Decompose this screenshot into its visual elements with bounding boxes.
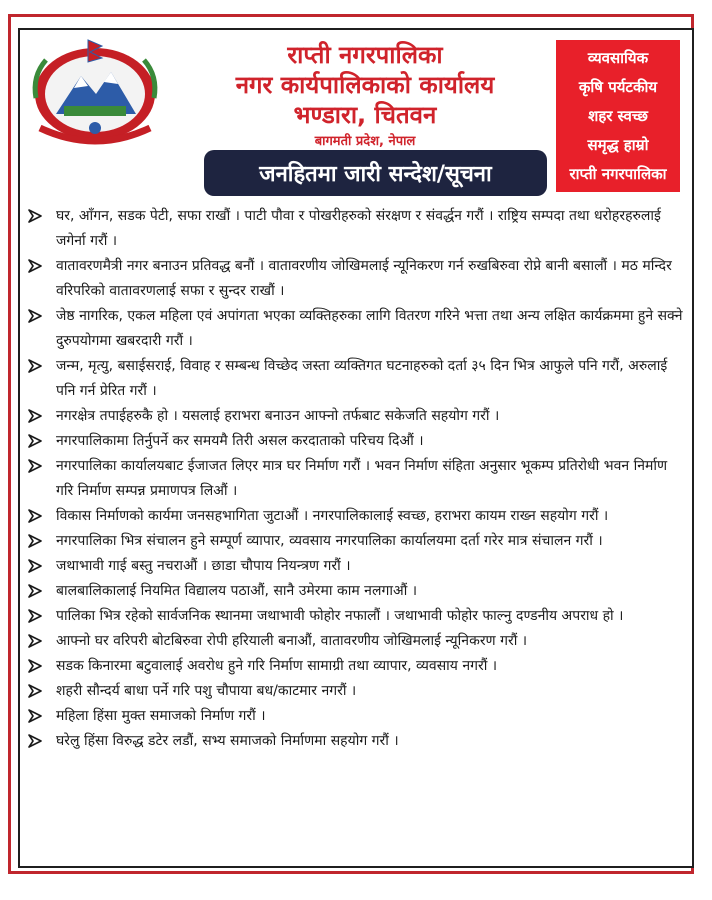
- arrow-bullet-icon: [28, 559, 42, 573]
- slogan-line: व्यवसायिक: [587, 49, 649, 67]
- notice-item-text: बालबालिकालाई नियमित विद्यालय पठाऔं, सानै उमेरमा काम नलगाऔं ।: [56, 583, 418, 599]
- arrow-bullet-icon: [28, 259, 42, 273]
- notice-item-text: आफ्नो घर वरिपरी बोटबिरुवा रोपी हरियाली बनाऔं, वातावरणीय जोखिमलाई न्यूनिकरण गरौं ।: [56, 633, 528, 649]
- notice-item: [22, 604, 686, 629]
- notice-item: [22, 404, 686, 429]
- notice-item-text: नगरपालिका कार्यालयबाट ईजाजत लिएर मात्र घर निर्माण गरौं । भवन निर्माण संहिता अनुसार भूकम्प प्रतिरोधी भवन निर्माण गरि निर्माण सम्पन्न प्रमाणपत्र लिऔं ।: [56, 458, 668, 499]
- municipality-name: राप्ती नगरपालिका: [287, 41, 443, 69]
- notice-item-text: नगरपालिका भित्र संचालन हुने सम्पूर्ण व्यापार, व्यवसाय नगरपालिका कार्यालयमा दर्ता गरेर मात्र संचालन गरौं ।: [56, 533, 603, 549]
- arrow-bullet-icon: [28, 459, 42, 473]
- notice-item: [22, 529, 686, 554]
- notice-item: [22, 454, 686, 504]
- slogan-line: शहर स्वच्छ: [588, 107, 648, 125]
- province-name: बागमती प्रदेश, नेपाल: [314, 134, 416, 149]
- notice-item: [22, 554, 686, 579]
- office-name: नगर कार्यपालिकाको कार्यालय: [235, 71, 495, 99]
- arrow-bullet-icon: [28, 609, 42, 623]
- notice-item-text: घर, आँगन, सडक पेटी, सफा राखौं । पाटी पौवा र पोखरीहरुको संरक्षण र संवर्द्धन गरौं । राष्ट्रिय सम्पदा तथा धरोहरहरुलाई जगेर्ना गरौं ।: [56, 208, 661, 249]
- notice-item-text: जथाभावी गाई बस्तु नचराऔं । छाडा चौपाय नियन्त्रण गरौं ।: [56, 558, 351, 574]
- notice-item: [22, 629, 686, 654]
- notice-item: [22, 579, 686, 604]
- office-location: भण्डारा, चितवन: [293, 101, 437, 129]
- notice-item-text: शहरी सौन्दर्य बाधा पर्ने गरि पशु चौपाया बध/काटमार नगरौं ।: [56, 683, 357, 699]
- arrow-bullet-icon: [28, 409, 42, 423]
- arrow-bullet-icon: [28, 209, 42, 223]
- office-header: [200, 40, 530, 152]
- notice-item: [22, 204, 686, 254]
- notice-item: [22, 354, 686, 404]
- nepal-emblem-logo: [26, 36, 164, 148]
- notice-item-text: नगरक्षेत्र तपाईहरुकै हो । यसलाई हराभरा बनाउन आफ्नो तर्फबाट सकेजति सहयोग गरौं ।: [56, 408, 500, 424]
- arrow-bullet-icon: [28, 659, 42, 673]
- notice-item: [22, 654, 686, 679]
- notice-item: [22, 729, 686, 754]
- notice-item-text: घरेलु हिंसा विरुद्ध डटेर लडौं, सभ्य समाजको निर्माणमा सहयोग गरौं ।: [56, 733, 399, 749]
- notice-item-text: सडक किनारमा बटुवालाई अवरोध हुने गरि निर्माण सामाग्री तथा व्यापार, व्यवसाय नगरौं ।: [56, 658, 498, 674]
- notice-title-banner: जनहितमा जारी सन्देश/सूचना: [204, 150, 547, 196]
- arrow-bullet-icon: [28, 684, 42, 698]
- notice-item-text: जन्म, मृत्यु, बसाईसराई, विवाह र सम्बन्ध विच्छेद जस्ता व्यक्तिगत घटनाहरुको दर्ता ३५ दिन भित्र आफुले पनि गरौं, अरुलाई पनि गर्न प्रेरित गरौं ।: [56, 358, 668, 399]
- slogan-line: समृद्ध हाम्रो: [587, 136, 649, 154]
- notice-item: [22, 679, 686, 704]
- arrow-bullet-icon: [28, 434, 42, 448]
- notice-item-text: विकास निर्माणको कार्यमा जनसहभागिता जुटाऔं । नगरपालिकालाई स्वच्छ, हराभरा कायम राख्न सहयोग गरौं ।: [56, 508, 609, 524]
- slogan-line: कृषि पर्यटकीय: [578, 78, 658, 96]
- arrow-bullet-icon: [28, 534, 42, 548]
- arrow-bullet-icon: [28, 509, 42, 523]
- notice-item: [22, 254, 686, 304]
- notice-list: [22, 204, 686, 754]
- slogan-box: [556, 40, 680, 192]
- arrow-bullet-icon: [28, 309, 42, 323]
- notice-item: [22, 304, 686, 354]
- notice-item: [22, 429, 686, 454]
- slogan-line: राप्ती नगरपालिका: [569, 165, 667, 183]
- arrow-bullet-icon: [28, 359, 42, 373]
- arrow-bullet-icon: [28, 734, 42, 748]
- arrow-bullet-icon: [28, 709, 42, 723]
- notice-item-text: वातावरणमैत्री नगर बनाउन प्रतिवद्ध बनौं । वातावरणीय जोखिमलाई न्यूनिकरण गर्न रुखबिरुवा रोप्ने बानी बसालौं । मठ मन्दिर वरिपरिको वातावरणलाई सफा र सुन्दर राखौं ।: [56, 258, 672, 299]
- notice-item-text: महिला हिंसा मुक्त समाजको निर्माण गरौं ।: [56, 708, 266, 724]
- notice-item-text: पालिका भित्र रहेको सार्वजनिक स्थानमा जथाभावी फोहोर नफालौं । जथाभावी फोहोर फाल्नु दण्डनीय अपराध हो ।: [56, 608, 624, 624]
- arrow-bullet-icon: [28, 634, 42, 648]
- notice-item-text: नगरपालिकामा तिर्नुपर्ने कर समयमै तिरी असल करदाताको परिचय दिऔं ।: [56, 433, 424, 449]
- notice-item: [22, 704, 686, 729]
- notice-item: [22, 504, 686, 529]
- notice-item-text: जेष्ठ नागरिक, एकल महिला एवं अपांगता भएका व्यक्तिहरुका लागि वितरण गरिने भत्ता तथा अन्य लक्षित कार्यक्रममा हुने सक्ने दुरुपयोगमा खबरदारी गरौं ।: [56, 308, 683, 349]
- arrow-bullet-icon: [28, 584, 42, 598]
